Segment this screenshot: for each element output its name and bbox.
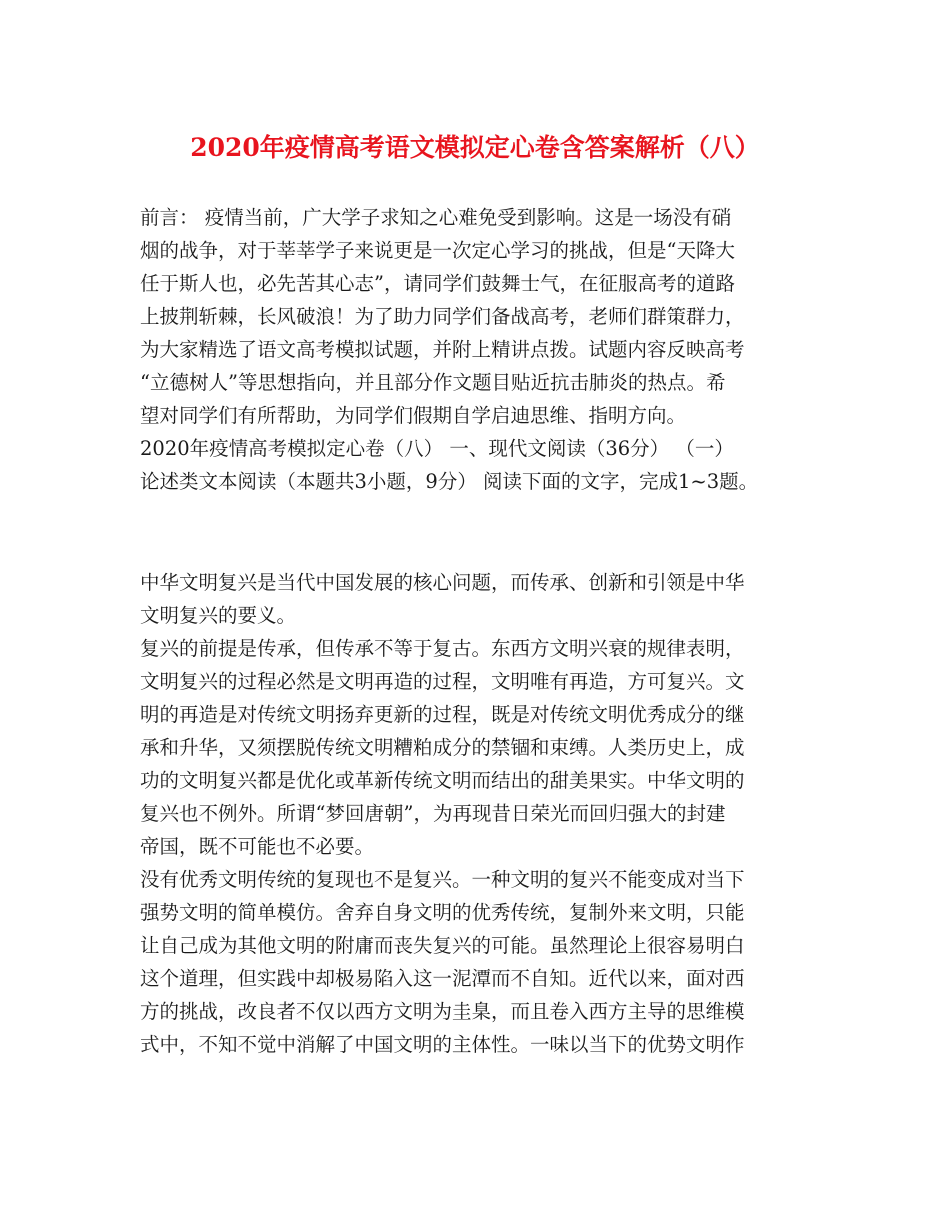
preface-line: 任于斯人也，必先苦其心志”，请同学们鼓舞士气，在征服高考的道路: [140, 272, 735, 295]
preface-line: 为大家精选了语文高考模拟试题，并附上精讲点拨。试题内容反映高考: [140, 338, 745, 361]
article-line: 让自己成为其他文明的附庸而丧失复兴的可能。虽然理论上很容易明白: [140, 934, 745, 957]
article-line: 文明复兴的要义。: [140, 604, 297, 627]
exam-heading-line: 2020年疫情高考模拟定心卷（八） 一、现代文阅读（36分） （一）: [140, 437, 734, 460]
article-line: 明的再造是对传统文明扬弃更新的过程，既是对传统文明优秀成分的继: [140, 703, 745, 726]
preface-line: 望对同学们有所帮助，为同学们假期自学启迪思维、指明方向。: [140, 404, 687, 427]
article-line: 文明复兴的过程必然是文明再造的过程，文明唯有再造，方可复兴。文: [140, 670, 745, 693]
preface-line: “立德树人”等思想指向，并且部分作文题目贴近抗击肺炎的热点。希: [140, 371, 726, 394]
article-line: 功的文明复兴都是优化或革新传统文明而结出的甜美果实。中华文明的: [140, 769, 745, 792]
article-line: 这个道理，但实践中却极易陷入这一泥潭而不自知。近代以来，面对西: [140, 967, 745, 990]
article-line: 方的挑战，改良者不仅以西方文明为圭臬，而且卷入西方主导的思维模: [140, 1000, 745, 1023]
document-title: 2020年疫情高考语文模拟定心卷含答案解析（八）: [190, 133, 760, 162]
article-line: 式中，不知不觉中消解了中国文明的主体性。一味以当下的优势文明作: [140, 1033, 745, 1056]
article-section: [140, 566, 830, 1061]
preface-line: 前言： 疫情当前，广大学子求知之心难免受到影响。这是一场没有硝: [140, 206, 732, 229]
article-line: 强势文明的简单模仿。舍弃自身文明的优秀传统，复制外来文明，只能: [140, 901, 745, 924]
preface-line: 烟的战争，对于莘莘学子来说更是一次定心学习的挑战，但是“天降大: [140, 239, 735, 262]
article-line: 承和升华，又须摆脱传统文明糟粕成分的禁锢和束缚。人类历史上，成: [140, 736, 745, 759]
exam-heading-line: 论述类文本阅读（本题共3小题，9分） 阅读下面的文字，完成1~3题。: [140, 470, 759, 493]
preface-line: 上披荆斩棘，长风破浪！为了助力同学们备战高考，老师们群策群力，: [140, 305, 745, 328]
preface-section: [140, 201, 830, 498]
article-line: 中华文明复兴是当代中国发展的核心问题，而传承、创新和引领是中华: [140, 571, 745, 594]
article-line: 复兴的前提是传承，但传承不等于复古。东西方文明兴衰的规律表明，: [140, 637, 745, 660]
article-line: 帝国，既不可能也不必要。: [140, 835, 375, 858]
article-line: 复兴也不例外。所谓“梦回唐朝”，为再现昔日荣光而回归强大的封建: [140, 802, 726, 825]
article-line: 没有优秀文明传统的复现也不是复兴。一种文明的复兴不能变成对当下: [140, 868, 745, 891]
